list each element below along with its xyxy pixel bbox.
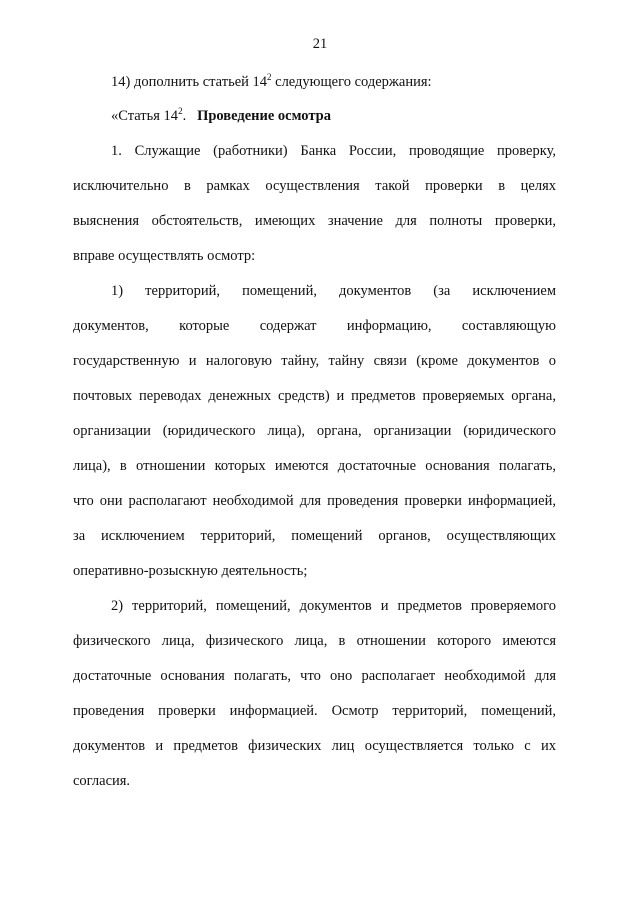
intro-text: 14) дополнить статьей 14 (111, 74, 268, 90)
text-line: 2) территорий, помещений, документов и предметов проверяемого (111, 598, 556, 614)
intro-line (111, 73, 432, 92)
article-title: Проведение осмотра (197, 108, 331, 124)
intro-text-end: следующего содержания: (271, 74, 432, 90)
text-line: государственную и налоговую тайну, тайну связи (кроме документов о (73, 353, 556, 369)
text-line: согласия. (73, 773, 131, 789)
text-line: лица), в отношении которых имеются достаточные основания полагать, (73, 458, 556, 474)
article-dot: . (182, 108, 187, 124)
text-line: проведения проверки информацией. Осмотр территорий, помещений, (73, 703, 556, 719)
page-number: 21 (312, 36, 328, 52)
intro-superscript: 2 (267, 72, 272, 82)
text-line: достаточные основания полагать, что оно располагает необходимой для (73, 668, 556, 684)
article-prefix: «Статья 14 (111, 108, 179, 124)
article-heading (111, 107, 331, 126)
text-line: за исключением территорий, помещений органов, осуществляющих (73, 528, 556, 544)
text-line: организации (юридического лица), органа, организации (юридического (73, 423, 556, 439)
article-superscript: 2 (178, 106, 183, 116)
text-line: оперативно-розыскную деятельность; (73, 563, 308, 579)
text-line: 1) территорий, помещений, документов (за исключением (111, 283, 556, 299)
text-line: физического лица, физического лица, в отношении которого имеются (73, 633, 556, 649)
text-line: выяснения обстоятельств, имеющих значение для полноты проверки, (73, 213, 556, 229)
text-line: 1. Служащие (работники) Банка России, проводящие проверку, (111, 143, 556, 159)
text-line: документов и предметов физических лиц осуществляется только с их (73, 738, 556, 754)
text-line: документов, которые содержат информацию, составляющую (73, 318, 556, 334)
text-line: почтовых переводах денежных средств) и предметов проверяемых органа, (73, 388, 556, 404)
text-line: исключительно в рамках осуществления такой проверки в целях (73, 178, 556, 194)
text-line: вправе осуществлять осмотр: (73, 248, 256, 264)
text-line: что они располагают необходимой для проведения проверки информацией, (73, 493, 556, 509)
